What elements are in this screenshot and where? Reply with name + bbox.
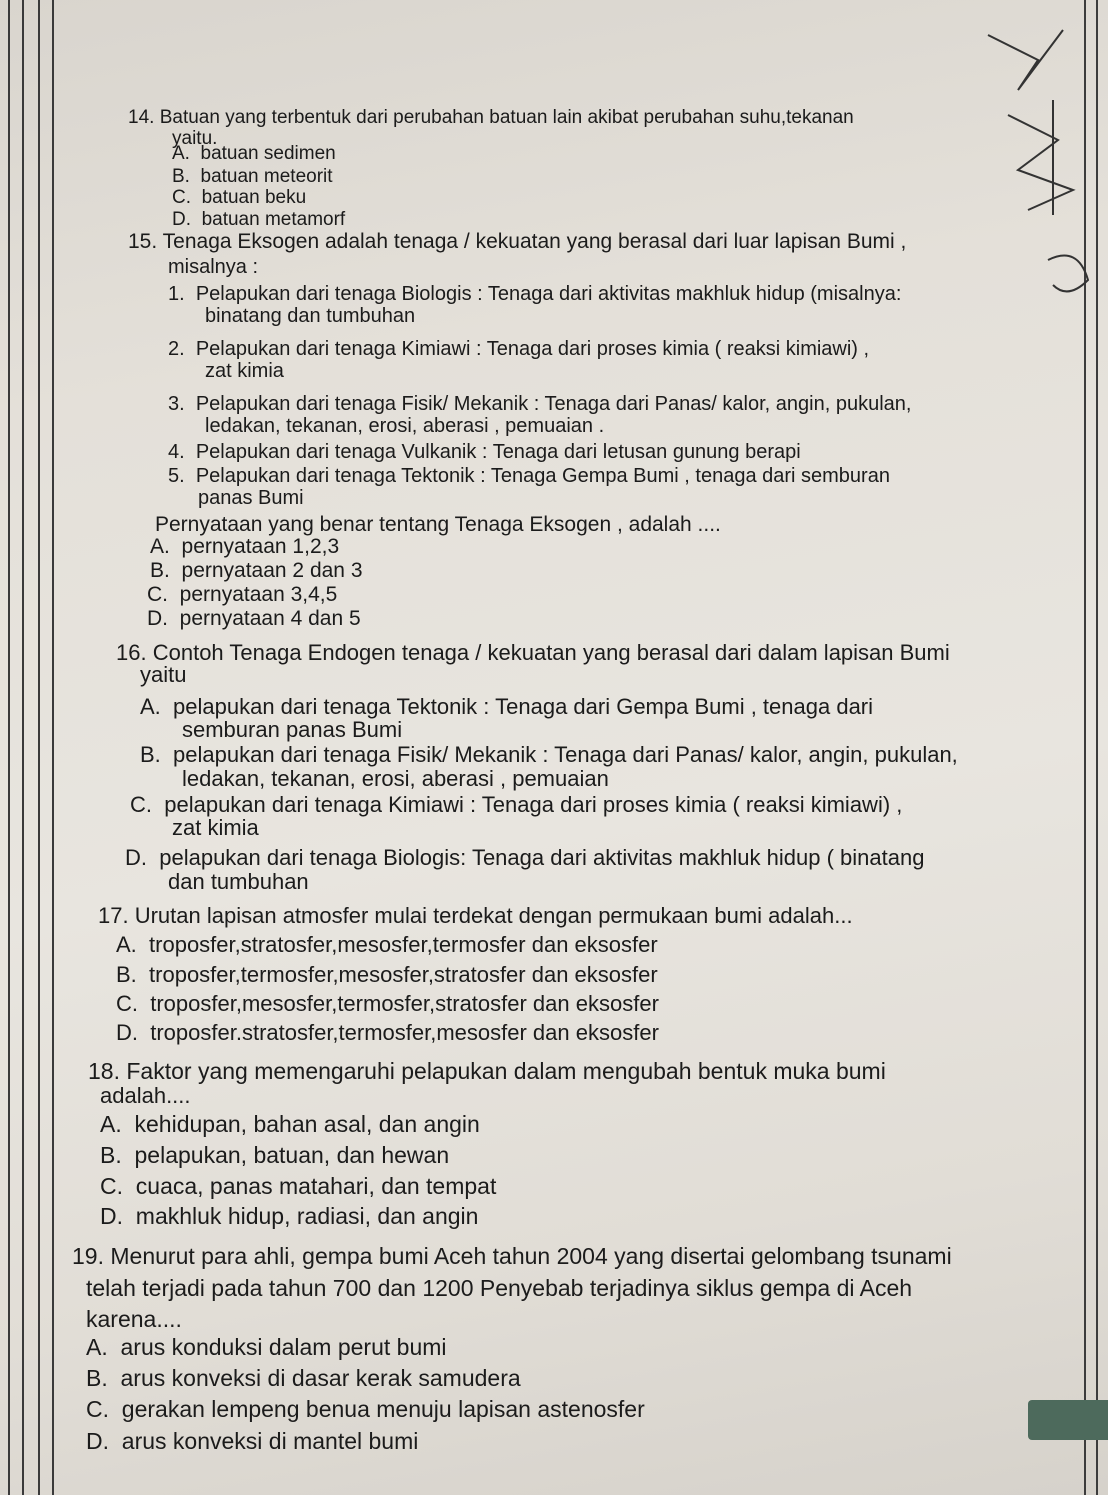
question-18-option-b[interactable]: B. pelapukan, batuan, dan hewan	[100, 1142, 450, 1168]
question-18-option-a[interactable]: A. kehidupan, bahan asal, dan angin	[100, 1111, 480, 1137]
binder-edge	[0, 0, 70, 1495]
question-16-option-b[interactable]: B. pelapukan dari tenaga Fisik/ Mekanik : Tenaga dari Panas/ kalor, angin, pukulan,	[140, 742, 958, 767]
question-17-option-b[interactable]: B. troposfer,termosfer,mesosfer,stratosfer dan eksosfer	[116, 962, 658, 987]
tab-marker	[1028, 1400, 1108, 1440]
question-15-prompt: Pernyataan yang benar tentang Tenaga Eksogen , adalah ....	[155, 513, 721, 536]
question-14-option-c[interactable]: C. batuan beku	[172, 187, 307, 208]
doodle-mark	[1038, 240, 1098, 310]
question-18-option-d[interactable]: D. makhluk hidup, radiasi, dan angin	[100, 1203, 479, 1229]
question-16-option-a[interactable]: A. pelapukan dari tenaga Tektonik : Tenaga dari Gempa Bumi , tenaga dari	[140, 694, 874, 719]
statement-1: 1. Pelapukan dari tenaga Biologis : Tenaga dari aktivitas makhluk hidup (misalnya:	[168, 283, 902, 305]
question-14-title: 14. Batuan yang terbentuk dari perubahan batuan lain akibat perubahan suhu,tekanan	[128, 107, 854, 128]
question-18-title-cont: adalah....	[100, 1083, 191, 1108]
question-19-option-a[interactable]: A. arus konduksi dalam perut bumi	[86, 1334, 447, 1360]
question-15-option-a[interactable]: A. pernyataan 1,2,3	[150, 535, 340, 558]
question-17-option-a[interactable]: A. troposfer,stratosfer,mesosfer,termosfer dan eksosfer	[116, 932, 658, 957]
question-19-title: 19. Menurut para ahli, gempa bumi Aceh tahun 2004 yang disertai gelombang tsunami	[72, 1243, 952, 1269]
question-16-option-d[interactable]: D. pelapukan dari tenaga Biologis: Tenaga dari aktivitas makhluk hidup ( binatang	[125, 845, 925, 870]
question-15-title-cont: misalnya :	[168, 256, 259, 278]
question-19-option-d[interactable]: D. arus konveksi di mantel bumi	[86, 1428, 419, 1454]
doodle-sketch	[978, 20, 1088, 220]
question-19-option-c[interactable]: C. gerakan lempeng benua menuju lapisan astenosfer	[86, 1396, 645, 1422]
statement-4: 4. Pelapukan dari tenaga Vulkanik : Tenaga dari letusan gunung berapi	[168, 441, 801, 463]
question-19-option-b[interactable]: B. arus konveksi di dasar kerak samudera	[86, 1365, 521, 1391]
question-15-option-b[interactable]: B. pernyataan 2 dan 3	[150, 559, 363, 582]
question-19-title-cont1: telah terjadi pada tahun 700 dan 1200 Penyebab terjadinya siklus gempa di Aceh	[86, 1275, 913, 1301]
question-16-title-cont: yaitu	[140, 662, 187, 687]
question-14-option-d[interactable]: D. batuan metamorf	[172, 209, 346, 230]
question-18-option-c[interactable]: C. cuaca, panas matahari, dan tempat	[100, 1173, 497, 1199]
statement-5: 5. Pelapukan dari tenaga Tektonik : Tenaga Gempa Bumi , tenaga dari semburan	[168, 465, 890, 487]
question-18-title: 18. Faktor yang memengaruhi pelapukan dalam mengubah bentuk muka bumi	[88, 1058, 886, 1084]
question-16-option-a-cont: semburan panas Bumi	[182, 717, 403, 742]
statement-3-cont: ledakan, tekanan, erosi, aberasi , pemuaian .	[205, 415, 605, 437]
statement-2-cont: zat kimia	[205, 360, 284, 382]
question-17-title: 17. Urutan lapisan atmosfer mulai terdekat dengan permukaan bumi adalah...	[98, 903, 853, 928]
question-14-option-b[interactable]: B. batuan meteorit	[172, 166, 333, 187]
question-16-option-d-cont: dan tumbuhan	[168, 869, 309, 894]
question-16-option-c[interactable]: C. pelapukan dari tenaga Kimiawi : Tenaga dari proses kimia ( reaksi kimiawi) ,	[130, 792, 903, 817]
question-15-option-d[interactable]: D. pernyataan 4 dan 5	[147, 607, 361, 630]
question-16-option-b-cont: ledakan, tekanan, erosi, aberasi , pemuaian	[182, 766, 609, 791]
statement-2: 2. Pelapukan dari tenaga Kimiawi : Tenaga dari proses kimia ( reaksi kimiawi) ,	[168, 338, 870, 360]
statement-3: 3. Pelapukan dari tenaga Fisik/ Mekanik : Tenaga dari Panas/ kalor, angin, pukulan,	[168, 393, 912, 415]
statement-5-cont: panas Bumi	[198, 487, 304, 509]
question-15-title: 15. Tenaga Eksogen adalah tenaga / kekuatan yang berasal dari luar lapisan Bumi ,	[128, 230, 907, 253]
question-14-title-cont: yaitu.	[172, 128, 218, 149]
statement-1-cont: binatang dan tumbuhan	[205, 305, 416, 327]
question-16-option-c-cont: zat kimia	[172, 815, 259, 840]
question-19-title-cont2: karena....	[86, 1306, 182, 1332]
question-16-title: 16. Contoh Tenaga Endogen tenaga / kekuatan yang berasal dari dalam lapisan Bumi	[116, 640, 950, 665]
question-14-option-a[interactable]: A. batuan sedimen	[172, 143, 336, 164]
question-15-option-c[interactable]: C. pernyataan 3,4,5	[147, 583, 338, 606]
question-17-option-c[interactable]: C. troposfer,mesosfer,termosfer,stratosfer dan eksosfer	[116, 991, 659, 1016]
right-page-edge	[1078, 0, 1108, 1495]
question-17-option-d[interactable]: D. troposfer.stratosfer,termosfer,mesosfer dan eksosfer	[116, 1020, 659, 1045]
